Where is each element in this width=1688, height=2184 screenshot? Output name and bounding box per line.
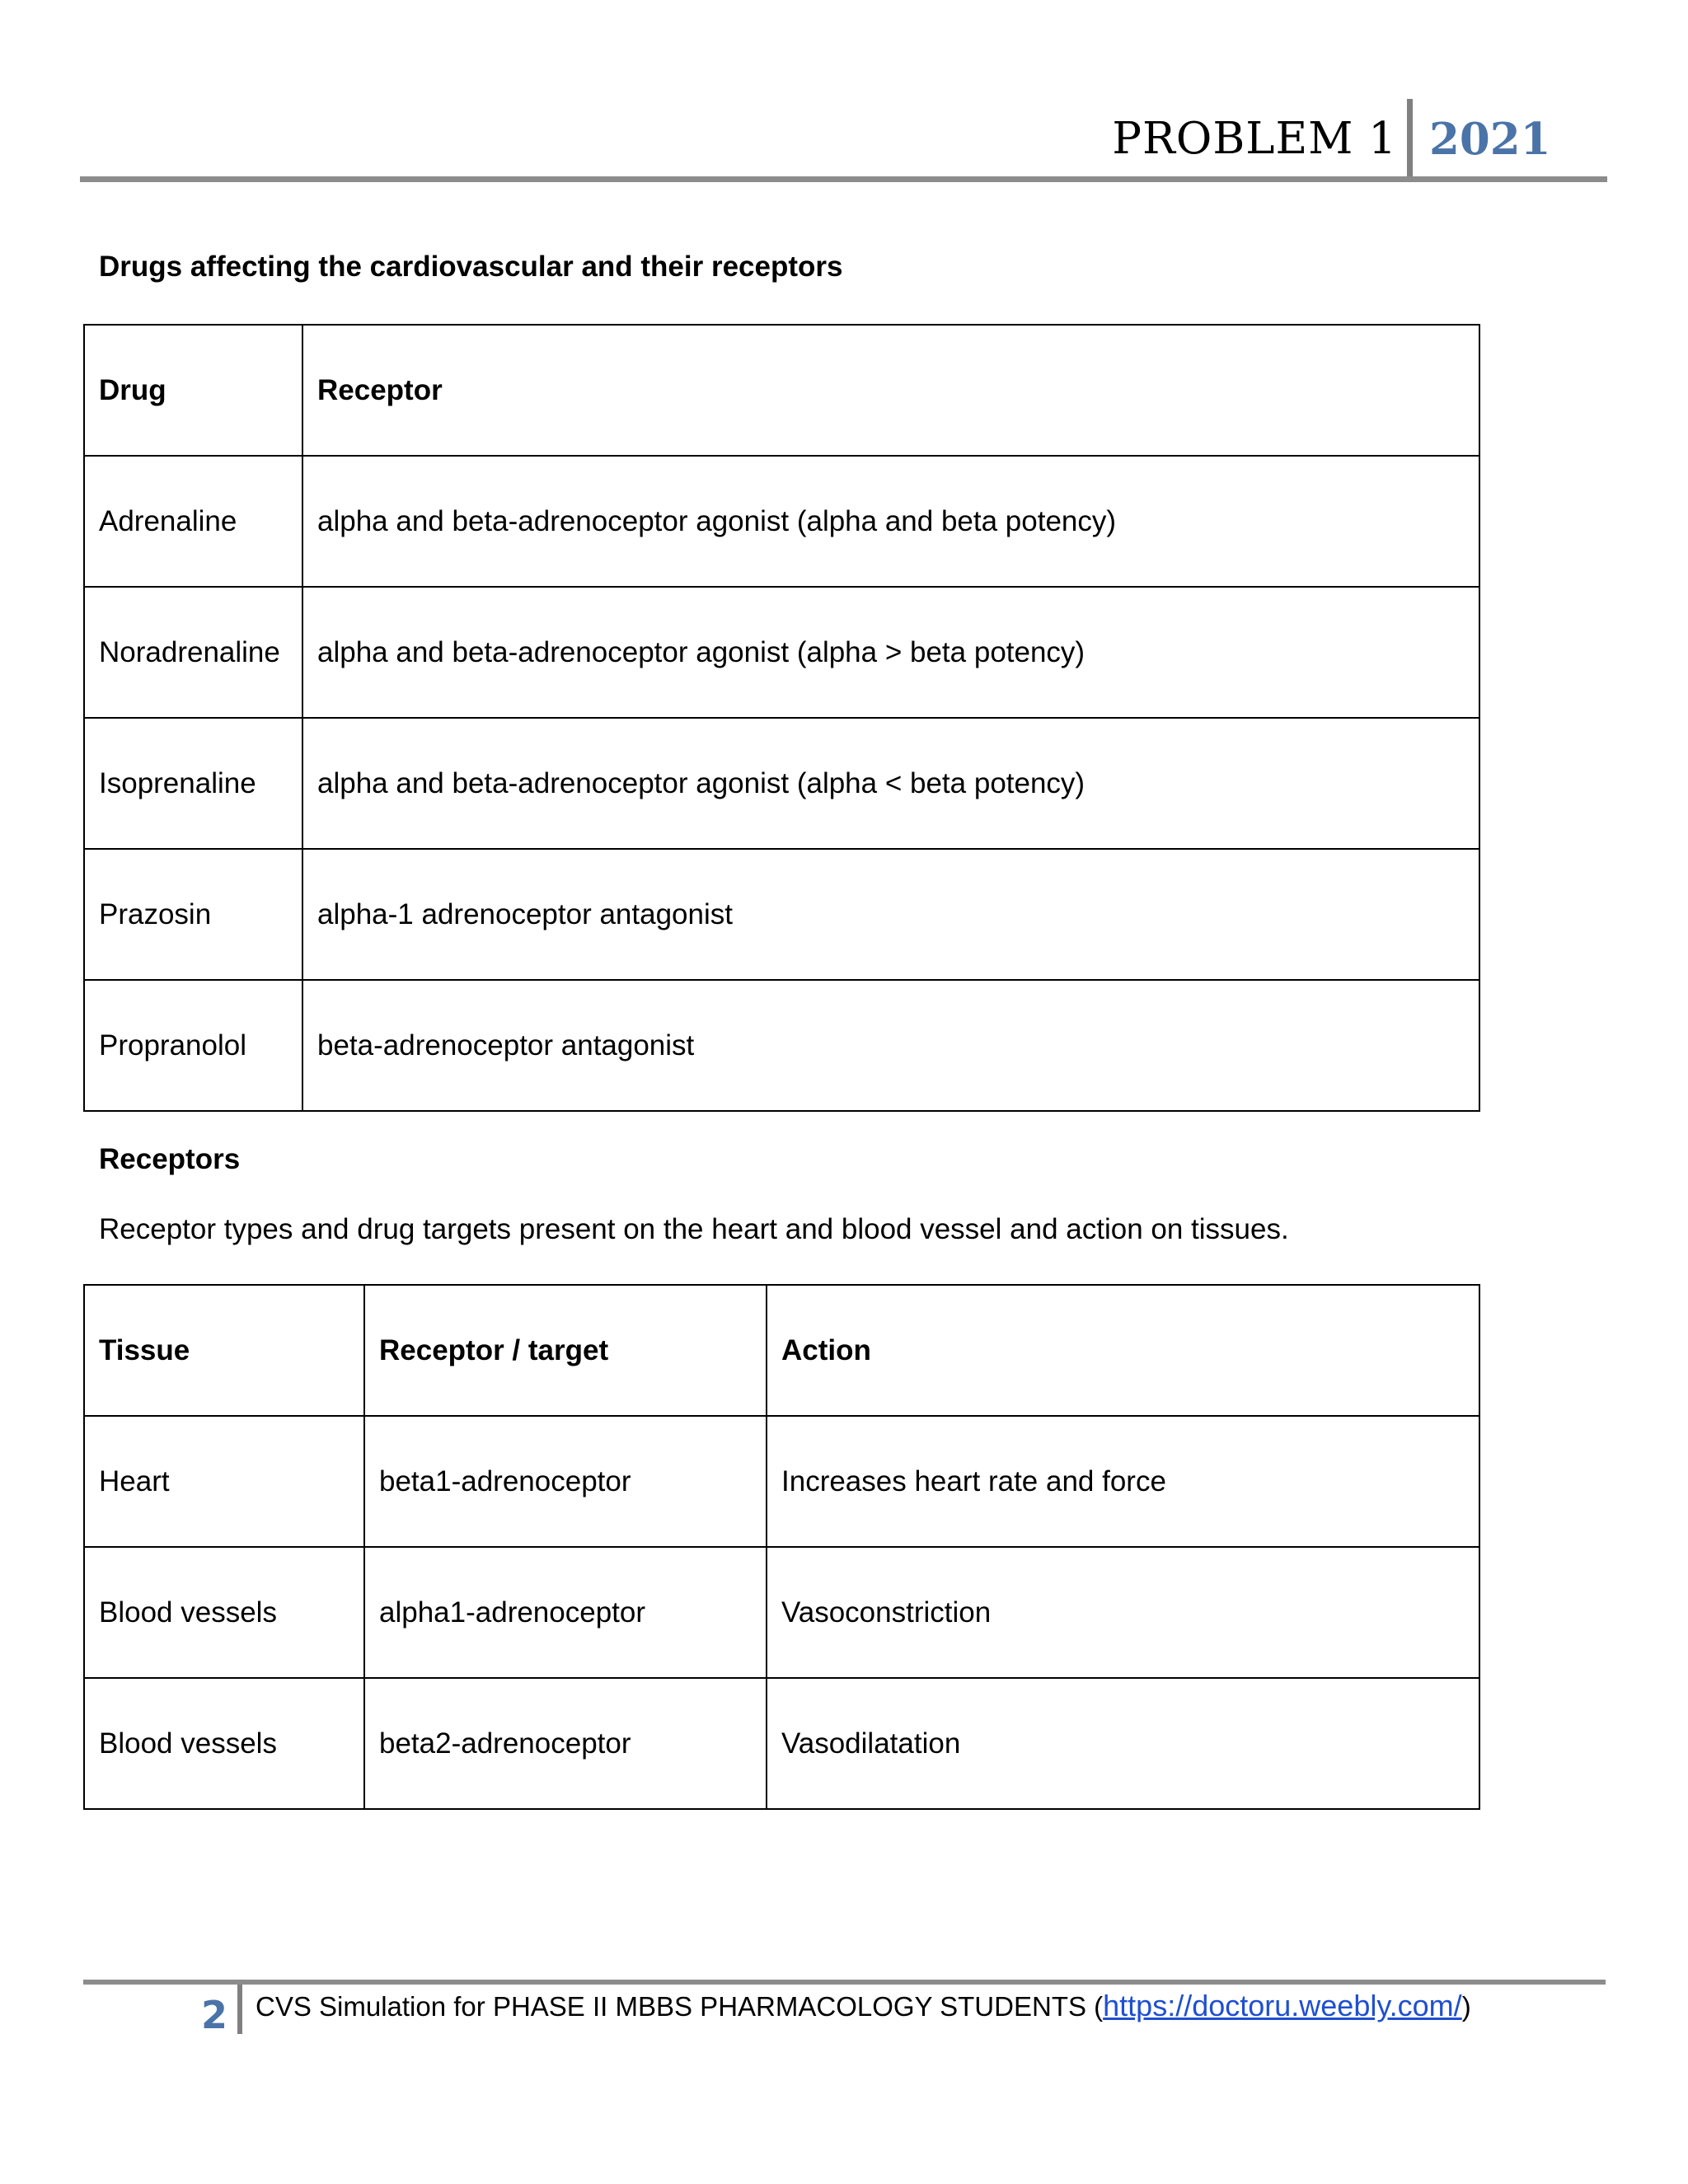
table-row: [84, 587, 1479, 718]
action-cell: Vasodilatation: [767, 1678, 1479, 1809]
receptors-table: [83, 1284, 1480, 1810]
column-header-tissue: Tissue: [84, 1285, 364, 1416]
table-row: [84, 1547, 1479, 1678]
action-cell: Increases heart rate and force: [767, 1416, 1479, 1547]
footer-caption: CVS Simulation for PHASE II MBBS PHARMACOLOGY STUDENTS (: [256, 1991, 1104, 2022]
section-description: Receptor types and drug targets present on the heart and blood vessel and action on tissues.: [99, 1213, 1289, 1245]
drug-cell: Propranolol: [84, 980, 302, 1111]
table-row: [84, 456, 1479, 587]
receptor-target-cell: beta1-adrenoceptor: [364, 1416, 767, 1547]
table-header-row: [84, 325, 1479, 456]
table-row: [84, 980, 1479, 1111]
tissue-cell: Blood vessels: [84, 1547, 364, 1678]
section-heading-drugs: Drugs affecting the cardiovascular and their receptors: [99, 251, 843, 283]
column-header-receptor-target: Receptor / target: [364, 1285, 767, 1416]
receptor-cell: alpha and beta-adrenoceptor agonist (alpha > beta potency): [302, 587, 1479, 718]
page-header: [80, 97, 1607, 183]
receptor-cell: alpha and beta-adrenoceptor agonist (alpha < beta potency): [302, 718, 1479, 849]
footer-caption-end: ): [1461, 1991, 1471, 2022]
header-rule: [80, 176, 1607, 182]
receptor-cell: beta-adrenoceptor antagonist: [302, 980, 1479, 1111]
footer-rule: [83, 1980, 1606, 1985]
tissue-cell: Heart: [84, 1416, 364, 1547]
section-heading-receptors: Receptors: [99, 1143, 241, 1175]
table-header-row: [84, 1285, 1479, 1416]
column-header-receptor: Receptor: [302, 325, 1479, 456]
page-number: 2: [201, 1993, 228, 2037]
tissue-cell: Blood vessels: [84, 1678, 364, 1809]
header-divider: [1407, 99, 1413, 181]
table-row: [84, 1678, 1479, 1809]
header-year: 2021: [1429, 114, 1551, 165]
drug-cell: Isoprenaline: [84, 718, 302, 849]
receptor-target-cell: alpha1-adrenoceptor: [364, 1547, 767, 1678]
receptor-target-cell: beta2-adrenoceptor: [364, 1678, 767, 1809]
drugs-table: [83, 324, 1480, 1112]
footer-link[interactable]: https://doctoru.weebly.com/: [1103, 1989, 1462, 2022]
drug-cell: Prazosin: [84, 849, 302, 980]
column-header-drug: Drug: [84, 325, 302, 456]
table-row: [84, 718, 1479, 849]
action-cell: Vasoconstriction: [767, 1547, 1479, 1678]
column-header-action: Action: [767, 1285, 1479, 1416]
table-row: [84, 849, 1479, 980]
receptor-cell: alpha-1 adrenoceptor antagonist: [302, 849, 1479, 980]
footer-text: [256, 1989, 1471, 2023]
footer-divider: [237, 1985, 242, 2034]
table-row: [84, 1416, 1479, 1547]
drug-cell: Adrenaline: [84, 456, 302, 587]
header-title: PROBLEM 1: [1112, 114, 1397, 164]
receptor-cell: alpha and beta-adrenoceptor agonist (alpha and beta potency): [302, 456, 1479, 587]
drug-cell: Noradrenaline: [84, 587, 302, 718]
